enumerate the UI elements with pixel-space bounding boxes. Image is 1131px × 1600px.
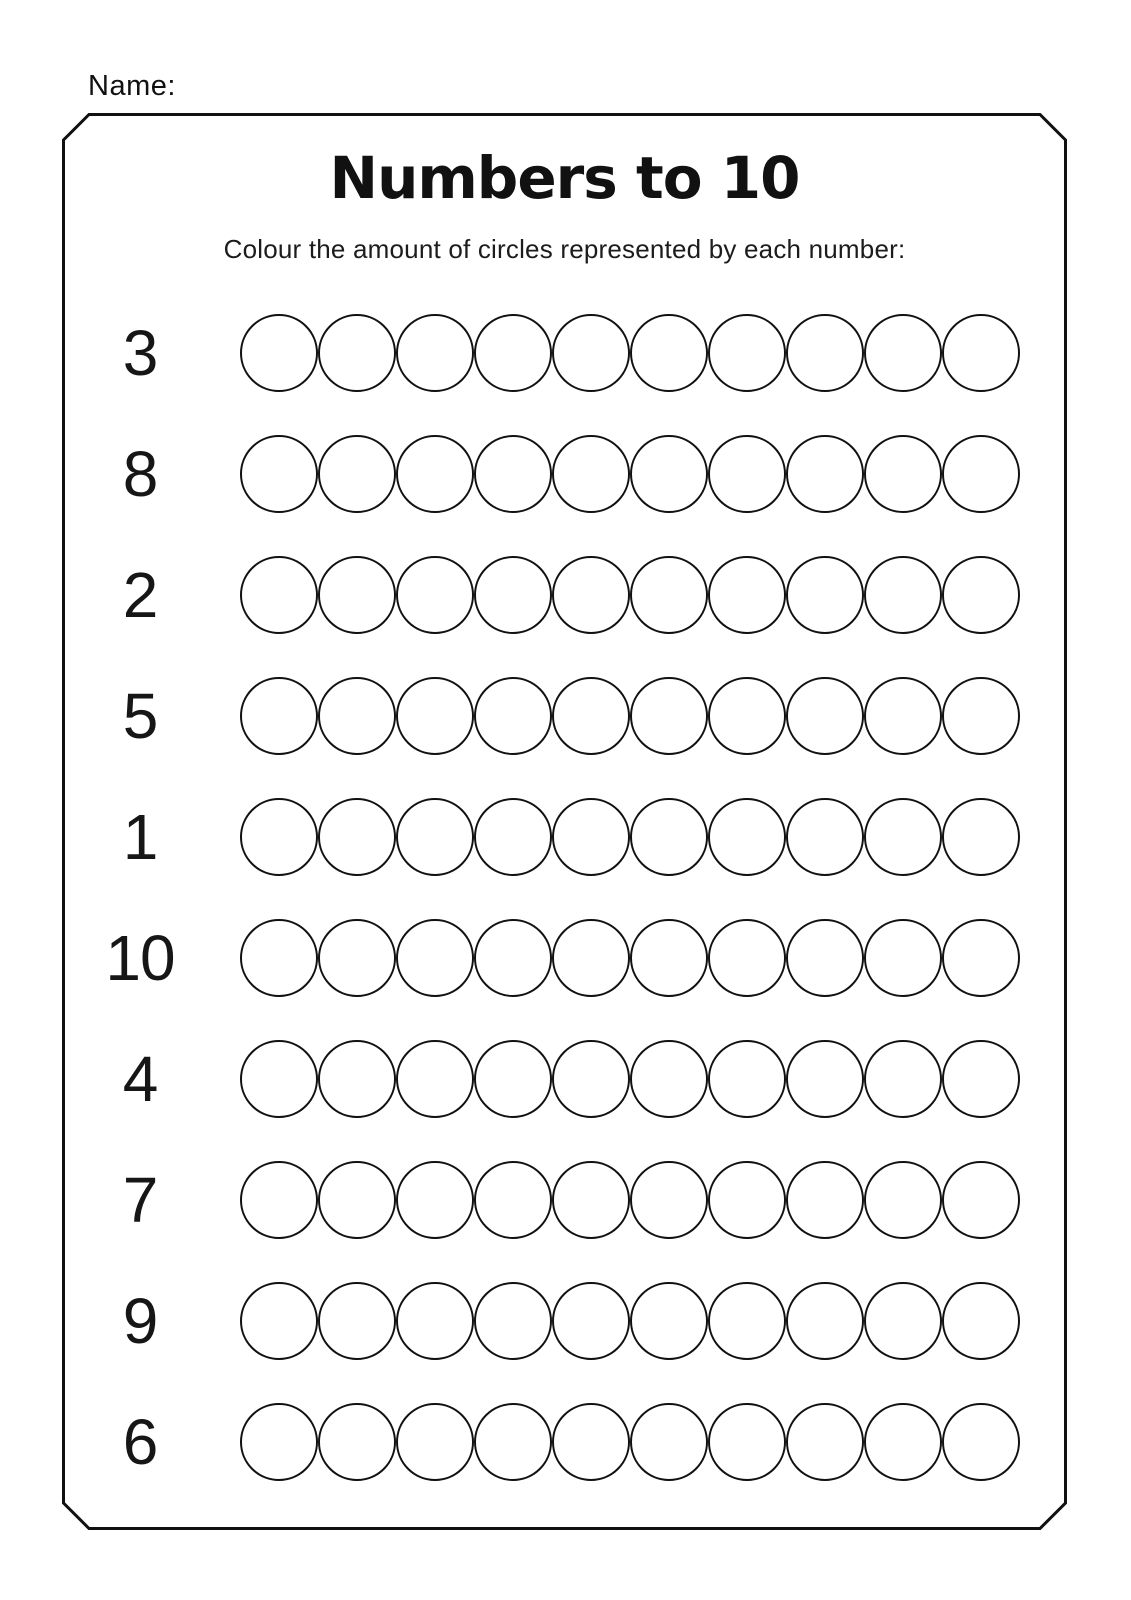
colour-circle[interactable] <box>864 314 942 392</box>
colour-circle[interactable] <box>240 556 318 634</box>
colour-circle[interactable] <box>318 677 396 755</box>
colour-circle[interactable] <box>942 1282 1020 1360</box>
colour-circle[interactable] <box>474 677 552 755</box>
circles-row <box>240 1403 1020 1481</box>
worksheet-row <box>65 656 1064 777</box>
colour-circle[interactable] <box>396 1403 474 1481</box>
colour-circle[interactable] <box>240 677 318 755</box>
colour-circle[interactable] <box>240 1282 318 1360</box>
colour-circle[interactable] <box>630 1040 708 1118</box>
colour-circle[interactable] <box>552 677 630 755</box>
worksheet-row <box>65 1261 1064 1382</box>
colour-circle[interactable] <box>786 919 864 997</box>
colour-circle[interactable] <box>708 435 786 513</box>
colour-circle[interactable] <box>396 919 474 997</box>
row-number: 9 <box>122 1285 158 1358</box>
colour-circle[interactable] <box>942 314 1020 392</box>
rows-container <box>65 293 1064 1503</box>
worksheet-row <box>65 777 1064 898</box>
row-number: 5 <box>122 680 158 753</box>
colour-circle[interactable] <box>552 919 630 997</box>
colour-circle[interactable] <box>318 556 396 634</box>
colour-circle[interactable] <box>786 314 864 392</box>
colour-circle[interactable] <box>630 556 708 634</box>
circles-row <box>240 798 1020 876</box>
colour-circle[interactable] <box>942 919 1020 997</box>
colour-circle[interactable] <box>786 556 864 634</box>
colour-circle[interactable] <box>786 1040 864 1118</box>
circles-row <box>240 1282 1020 1360</box>
circles-row <box>240 556 1020 634</box>
colour-circle[interactable] <box>630 798 708 876</box>
row-number: 3 <box>122 317 158 390</box>
circles-row <box>240 919 1020 997</box>
row-number: 8 <box>122 438 158 511</box>
colour-circle[interactable] <box>864 919 942 997</box>
colour-circle[interactable] <box>552 314 630 392</box>
colour-circle[interactable] <box>630 677 708 755</box>
colour-circle[interactable] <box>474 435 552 513</box>
worksheet-frame <box>62 113 1067 1530</box>
colour-circle[interactable] <box>240 1161 318 1239</box>
colour-circle[interactable] <box>942 1403 1020 1481</box>
worksheet-row <box>65 1019 1064 1140</box>
colour-circle[interactable] <box>396 435 474 513</box>
colour-circle[interactable] <box>630 1403 708 1481</box>
colour-circle[interactable] <box>552 798 630 876</box>
colour-circle[interactable] <box>864 1282 942 1360</box>
worksheet-title: Numbers to 10 <box>329 144 800 212</box>
circles-row <box>240 1040 1020 1118</box>
colour-circle[interactable] <box>240 314 318 392</box>
colour-circle[interactable] <box>708 1161 786 1239</box>
colour-circle[interactable] <box>708 556 786 634</box>
colour-circle[interactable] <box>318 798 396 876</box>
worksheet-row <box>65 898 1064 1019</box>
colour-circle[interactable] <box>318 919 396 997</box>
colour-circle[interactable] <box>552 435 630 513</box>
colour-circle[interactable] <box>552 1282 630 1360</box>
colour-circle[interactable] <box>396 556 474 634</box>
row-number: 10 <box>105 922 175 995</box>
colour-circle[interactable] <box>318 1161 396 1239</box>
colour-circle[interactable] <box>942 556 1020 634</box>
row-number: 1 <box>122 801 158 874</box>
colour-circle[interactable] <box>474 919 552 997</box>
colour-circle[interactable] <box>474 1161 552 1239</box>
worksheet-row <box>65 1382 1064 1503</box>
colour-circle[interactable] <box>474 1040 552 1118</box>
colour-circle[interactable] <box>708 798 786 876</box>
colour-circle[interactable] <box>864 1161 942 1239</box>
colour-circle[interactable] <box>942 1040 1020 1118</box>
colour-circle[interactable] <box>708 314 786 392</box>
colour-circle[interactable] <box>396 1040 474 1118</box>
colour-circle[interactable] <box>708 677 786 755</box>
colour-circle[interactable] <box>552 1040 630 1118</box>
colour-circle[interactable] <box>786 435 864 513</box>
row-number: 7 <box>122 1164 158 1237</box>
colour-circle[interactable] <box>786 798 864 876</box>
colour-circle[interactable] <box>396 677 474 755</box>
colour-circle[interactable] <box>630 1282 708 1360</box>
colour-circle[interactable] <box>786 1282 864 1360</box>
worksheet-row <box>65 1140 1064 1261</box>
colour-circle[interactable] <box>708 1040 786 1118</box>
colour-circle[interactable] <box>396 314 474 392</box>
colour-circle[interactable] <box>864 556 942 634</box>
colour-circle[interactable] <box>552 1403 630 1481</box>
colour-circle[interactable] <box>708 1403 786 1481</box>
worksheet-row <box>65 535 1064 656</box>
colour-circle[interactable] <box>630 435 708 513</box>
colour-circle[interactable] <box>396 1161 474 1239</box>
colour-circle[interactable] <box>864 1403 942 1481</box>
row-number: 6 <box>122 1406 158 1479</box>
colour-circle[interactable] <box>396 1282 474 1360</box>
colour-circle[interactable] <box>708 1282 786 1360</box>
colour-circle[interactable] <box>318 314 396 392</box>
colour-circle[interactable] <box>318 435 396 513</box>
colour-circle[interactable] <box>318 1282 396 1360</box>
circles-row <box>240 314 1020 392</box>
colour-circle[interactable] <box>240 1403 318 1481</box>
colour-circle[interactable] <box>942 798 1020 876</box>
worksheet-instruction: Colour the amount of circles represented by each number: <box>223 234 906 264</box>
colour-circle[interactable] <box>552 556 630 634</box>
colour-circle[interactable] <box>630 314 708 392</box>
colour-circle[interactable] <box>942 435 1020 513</box>
colour-circle[interactable] <box>864 798 942 876</box>
colour-circle[interactable] <box>240 435 318 513</box>
circles-row <box>240 677 1020 755</box>
colour-circle[interactable] <box>864 677 942 755</box>
colour-circle[interactable] <box>630 1161 708 1239</box>
colour-circle[interactable] <box>318 1403 396 1481</box>
colour-circle[interactable] <box>864 1040 942 1118</box>
worksheet-row <box>65 293 1064 414</box>
frame-content <box>65 116 1064 1527</box>
colour-circle[interactable] <box>786 1161 864 1239</box>
colour-circle[interactable] <box>864 435 942 513</box>
worksheet-row <box>65 414 1064 535</box>
colour-circle[interactable] <box>474 1282 552 1360</box>
name-label: Name: <box>88 70 176 102</box>
circles-row <box>240 435 1020 513</box>
colour-circle[interactable] <box>474 314 552 392</box>
row-number: 2 <box>122 559 158 632</box>
colour-circle[interactable] <box>474 556 552 634</box>
colour-circle[interactable] <box>474 798 552 876</box>
colour-circle[interactable] <box>474 1403 552 1481</box>
colour-circle[interactable] <box>708 919 786 997</box>
colour-circle[interactable] <box>396 798 474 876</box>
colour-circle[interactable] <box>786 677 864 755</box>
circles-row <box>240 1161 1020 1239</box>
colour-circle[interactable] <box>942 1161 1020 1239</box>
colour-circle[interactable] <box>240 1040 318 1118</box>
colour-circle[interactable] <box>786 1403 864 1481</box>
colour-circle[interactable] <box>942 677 1020 755</box>
colour-circle[interactable] <box>240 798 318 876</box>
colour-circle[interactable] <box>630 919 708 997</box>
colour-circle[interactable] <box>240 919 318 997</box>
colour-circle[interactable] <box>318 1040 396 1118</box>
colour-circle[interactable] <box>552 1161 630 1239</box>
row-number: 4 <box>122 1043 158 1116</box>
